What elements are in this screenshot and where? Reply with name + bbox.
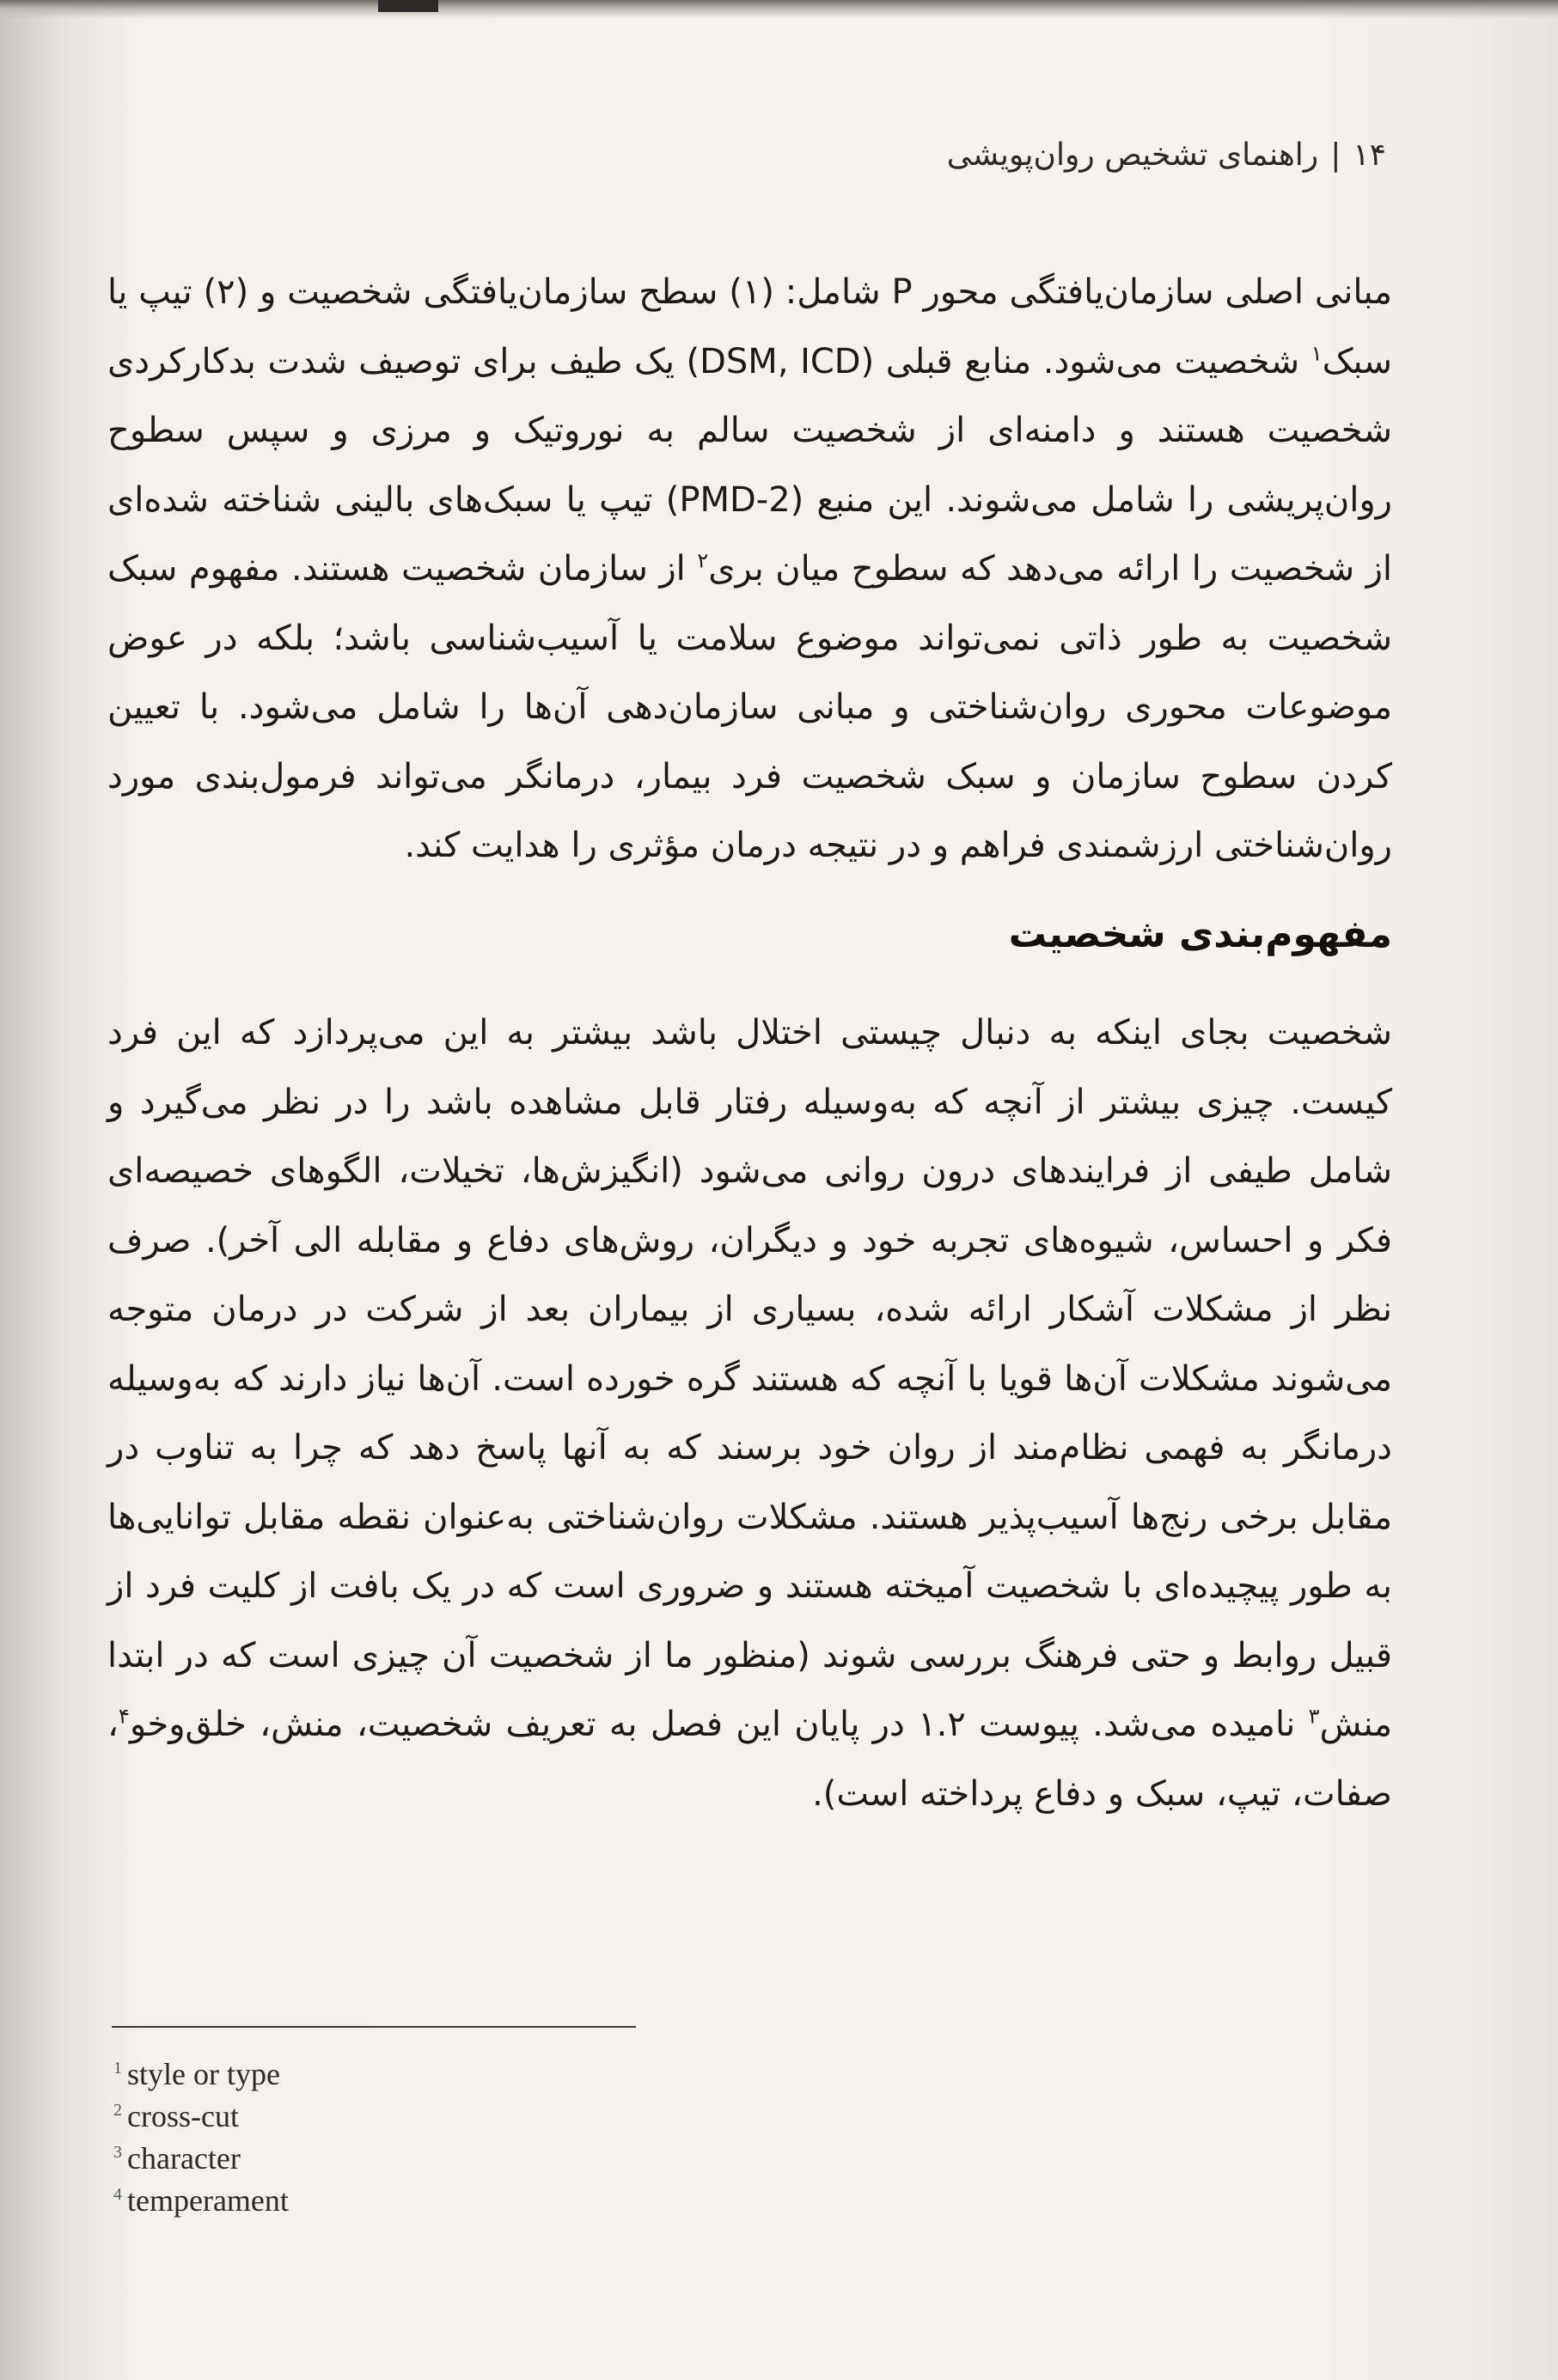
page-number: ۱۴ — [1353, 137, 1386, 173]
footnote-ref-4[interactable]: ۴ — [118, 1704, 130, 1729]
section-heading: مفهوم‌بندی شخصیت — [1008, 912, 1392, 956]
header-separator: | — [1330, 137, 1341, 173]
paragraph-2-part-3: ، صفات، تیپ، سبک و دفاع پرداخته است). — [107, 1705, 1392, 1814]
footnote-text: cross-cut — [127, 2099, 239, 2133]
footnote-3 — [113, 2138, 629, 2180]
footnote-2 — [113, 2096, 629, 2138]
paragraph-2 — [107, 998, 1392, 1828]
book-title: راهنمای تشخیص روان‌پویشی — [946, 137, 1319, 173]
running-header — [613, 137, 1386, 173]
footnote-ref-2[interactable]: ۲ — [697, 548, 709, 573]
footnote-text: character — [127, 2141, 241, 2176]
footnote-ref-3[interactable]: ۳ — [1308, 1704, 1320, 1729]
page-top-edge — [0, 0, 1558, 19]
paragraph-1-part-3: از سازمان شخصیت هستند. مفهوم سبک شخصیت به طور ذاتی نمی‌تواند موضوع سلامت یا آسیب‌شناسی باشد؛ بلکه در عوض موضوعات محوری روان‌شناختی و مبانی سازمان‌دهی آن‌ها را شامل می‌شود. با تعیین کردن سطوح سازمان و سبک شخصیت فرد بیمار، درمانگر می‌تواند فرمول‌بندی مورد روان‌شناختی ارزشمندی فراهم و در نتیجه درمان مؤثری را هدایت کند. — [107, 549, 1392, 865]
paragraph-1-part-1: مبانی اصلی سازمان‌یافتگی محور P شامل: (۱) سطح سازمان‌یافتگی شخصیت و (۲) تیپ یا سبک — [107, 272, 1393, 381]
footnote-number: 1 — [113, 2059, 122, 2078]
paragraph-1 — [107, 258, 1392, 881]
footnotes — [113, 2054, 629, 2222]
footnote-divider — [112, 2026, 636, 2028]
paragraph-2-part-2: نامیده می‌شد. پیوست ۱.۲ در پایان این فصل به تعریف شخصیت، منش، خلق‌وخو — [129, 1705, 1296, 1744]
footnote-text: style or type — [127, 2057, 280, 2091]
footnote-number: 2 — [113, 2101, 122, 2120]
footnote-4 — [113, 2180, 629, 2222]
footnote-number: 4 — [113, 2185, 122, 2204]
paragraph-1-part-2: شخصیت می‌شود. منابع قبلی (DSM, ICD) یک طیف برای توصیف شدت بدکارکردی شخصیت هستند و دامنه‌ای از شخصیت سالم به نوروتیک و مرزی و سپس سطوح روان‌پریشی را شامل می‌شوند. این منبع (PMD-2) تیپ یا سبک‌های بالینی شناخته شده‌ای از شخصیت را ارائه می‌دهد که سطوح میان بری — [107, 341, 1393, 589]
binding-mark — [378, 0, 438, 12]
footnote-number: 3 — [113, 2143, 122, 2162]
footnote-text: temperament — [127, 2183, 289, 2218]
footnote-ref-1[interactable]: ۱ — [1311, 341, 1323, 366]
footnote-1 — [113, 2054, 629, 2096]
paragraph-2-part-1: شخصیت بجای اینکه به دنبال چیستی اختلال باشد بیشتر به این می‌پردازد که این فرد کیست. چیزی بیشتر از آنچه که به‌وسیله رفتار قابل مشاهده باشد را در نظر می‌گیرد و شامل طیفی از فرایندهای درون روانی می‌شود (انگیزش‌ها، تخیلات، الگوهای خصیصه‌ای فکر و احساس، شیوه‌های تجربه خود و دیگران، روش‌های دفاع و مقابله الی آخر). صرف نظر از مشکلات آشکار ارائه شده، بسیاری از بیماران بعد از شرکت در درمان متوجه می‌شوند مشکلات آن‌ها قویا با آنچه که هستند گره خورده است. آن‌ها نیاز دارند که به‌وسیله درمانگر به فهمی نظام‌مند از روان خود برسند که به آنها پاسخ دهد که چرا به تناوب در مقابل برخی رنج‌ها آسیب‌پذیر هستند. مشکلات روان‌شناختی به‌عنوان نقطه مقابل توانایی‌ها به طور پیچیده‌ای با شخصیت آمیخته هستند و ضروری است که در یک بافت از کلیت فرد از قبیل روابط و حتی فرهنگ بررسی شوند (منظور ما از شخصیت آن چیزی است که در ابتدا منش — [107, 1013, 1392, 1744]
